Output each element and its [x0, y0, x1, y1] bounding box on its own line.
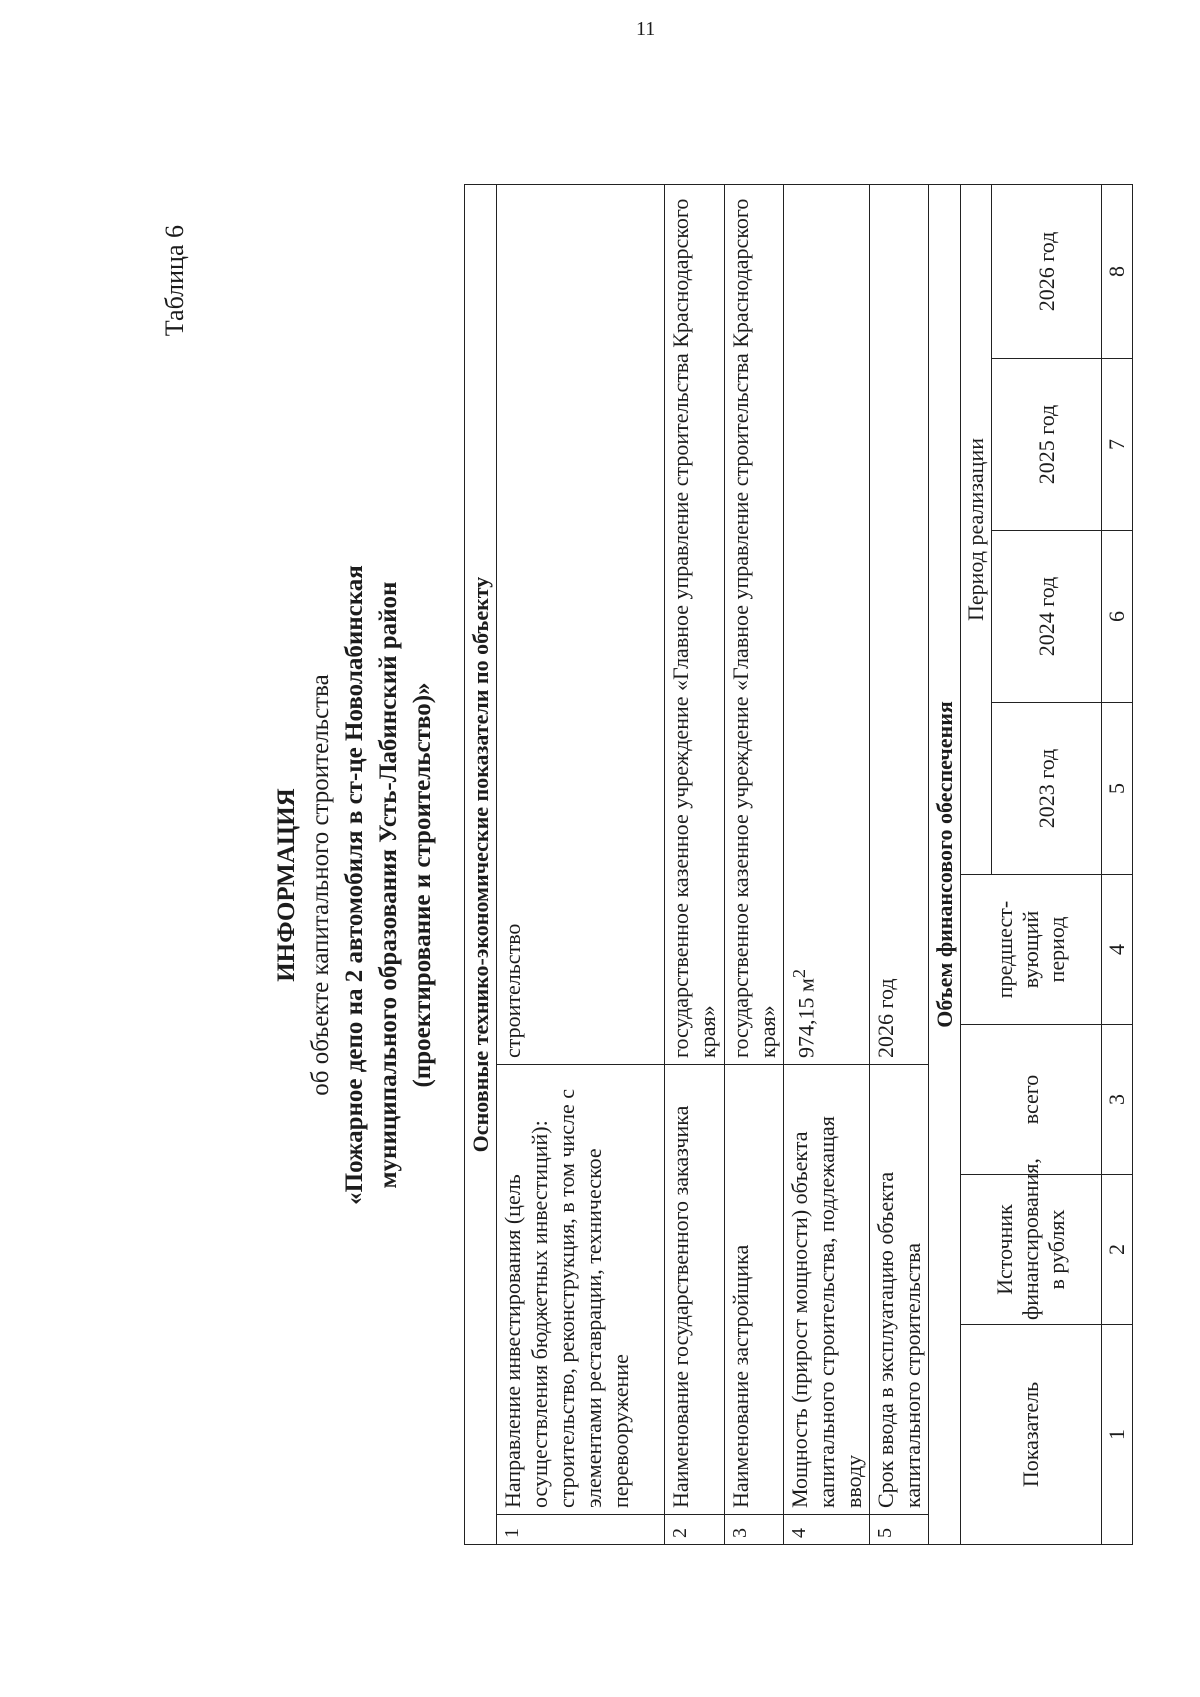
row-label: Срок ввода в эксплуатацию объекта капитального строительства [870, 1065, 929, 1515]
title-line-4: муниципального образования Усть-Лабинский район [375, 581, 402, 1189]
col-year: 2023 год [992, 703, 1102, 875]
capacity-value: 974,15 м [793, 978, 819, 1058]
row-number: 4 [784, 1515, 870, 1545]
table-row [870, 184, 929, 1544]
section2-header: Объем финансового обеспечения [929, 184, 961, 1544]
col-period: Период реализации [961, 184, 992, 874]
col-number: 7 [1102, 359, 1133, 531]
financing-colnum-row [1102, 184, 1133, 1544]
table-row [725, 184, 784, 1544]
col-number: 5 [1102, 703, 1133, 875]
row-number: 2 [665, 1515, 725, 1545]
title-line-3: «Пожарное депо на 2 автомобиля в ст-це Новолабинская [341, 565, 368, 1205]
row-label: Направление инвестирования (цель осуществления бюджетных инвестиций): строительство, реконструкция, в том числе с элементами реставрации, техническое перевооружение [497, 1065, 665, 1515]
section-header-row [929, 184, 961, 1544]
table-row [497, 184, 665, 1544]
col-number: 3 [1102, 1025, 1133, 1175]
col-total: всего [961, 1025, 1102, 1175]
section-header-row [465, 184, 497, 1544]
col-number: 8 [1102, 184, 1133, 358]
capacity-unit-exponent: 2 [789, 968, 809, 979]
row-number: 5 [870, 1515, 929, 1545]
col-number: 4 [1102, 875, 1133, 1025]
title-line-2: об объекте капитального строительства [307, 674, 334, 1096]
section1-header: Основные технико-экономические показатели по объекту [465, 184, 497, 1544]
financing-table [960, 184, 1133, 1545]
row-label: Наименование государственного заказчика [665, 1065, 725, 1515]
col-year: 2026 год [992, 184, 1102, 358]
row-number: 3 [725, 1515, 784, 1545]
row-value: 2026 год [870, 184, 929, 1064]
col-previous: предшест-вующий период [961, 875, 1102, 1025]
col-year: 2025 год [992, 359, 1102, 531]
rotated-sheet [60, 165, 1150, 1605]
col-number: 6 [1102, 531, 1133, 703]
indicators-table [464, 184, 961, 1545]
row-value [784, 184, 870, 1064]
row-label: Наименование застройщика [725, 1065, 784, 1515]
financing-header-row [961, 184, 992, 1544]
col-number: 2 [1102, 1175, 1133, 1325]
row-value: государственное казенное учреждение «Главное управление строительства Краснодарского края» [665, 184, 725, 1064]
table-row [784, 184, 870, 1544]
table-row [665, 184, 725, 1544]
title-line-5: (проектирование и строительство)» [409, 682, 436, 1088]
col-year: 2024 год [992, 531, 1102, 703]
table-label: Таблица 6 [160, 225, 189, 337]
row-number: 1 [497, 1515, 665, 1545]
title-line-1: ИНФОРМАЦИЯ [273, 788, 300, 982]
row-value: строительство [497, 184, 665, 1064]
page-number: 11 [636, 18, 656, 40]
col-number: 1 [1102, 1325, 1133, 1545]
row-label: Мощность (прирост мощности) объекта капитального строительства, подлежащая вводу [784, 1065, 870, 1515]
row-value: государственное казенное учреждение «Главное управление строительства Краснодарского края» [725, 184, 784, 1064]
col-indicator: Показатель [961, 1325, 1102, 1545]
col-source: Источник финансирования, в рублях [961, 1175, 1102, 1325]
document-title [270, 165, 440, 1605]
